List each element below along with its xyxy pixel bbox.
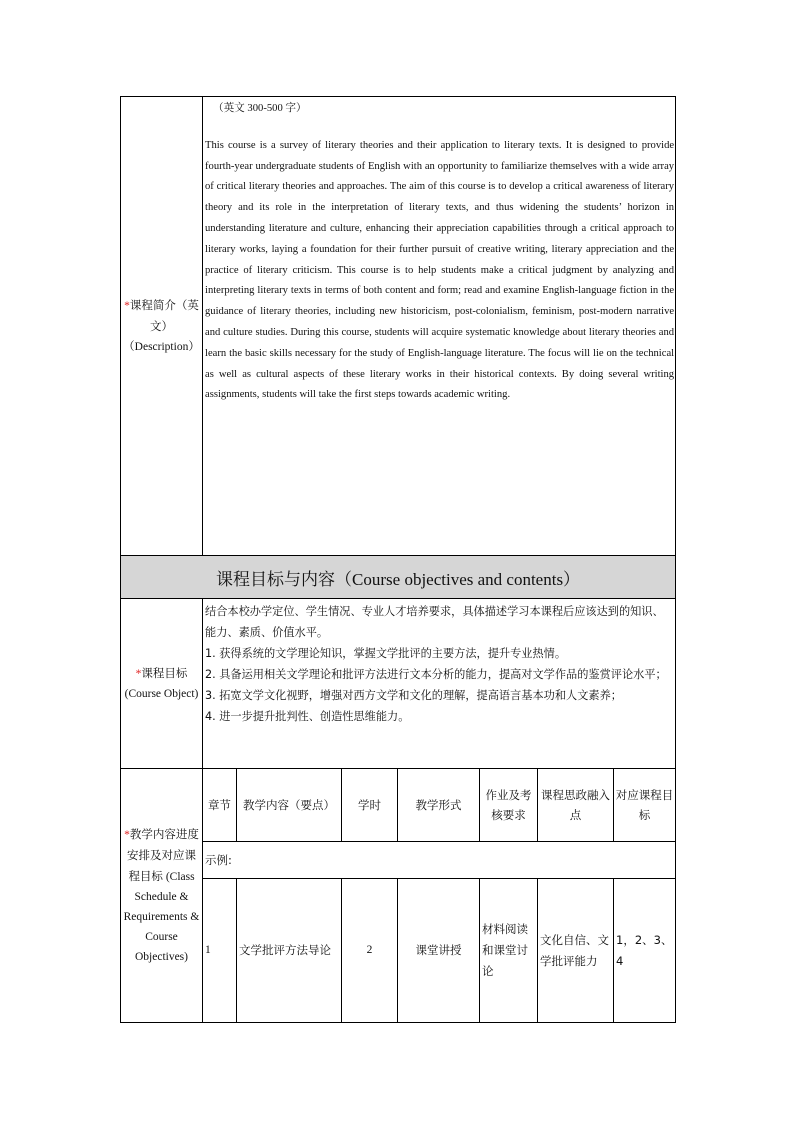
required-mark: * — [124, 829, 130, 841]
schedule-header-cell: 章节 — [203, 769, 237, 842]
schedule-example-row — [121, 842, 676, 879]
schedule-cell-ideology: 文化自信、文学批评能力 — [538, 879, 614, 1023]
schedule-example-label: 示例: — [203, 842, 676, 879]
schedule-label-cn: 教学内容进度安排及对应课程目标 — [127, 827, 199, 883]
required-mark: * — [135, 668, 142, 680]
schedule-cell-content: 文学批评方法导论 — [237, 879, 342, 1023]
objectives-label-en: (Course Object) — [124, 688, 199, 700]
schedule-label — [121, 769, 203, 1023]
objectives-label — [121, 599, 203, 769]
schedule-header-cell: 学时 — [342, 769, 398, 842]
schedule-header-cell: 对应课程目标 — [614, 769, 676, 842]
section-title: 课程目标与内容（Course objectives and contents） — [121, 556, 676, 599]
table-row — [121, 879, 676, 1023]
description-label-en: （Description） — [123, 341, 200, 353]
course-table — [120, 96, 676, 1023]
objective-item: 2. 具备运用相关文学理论和批评方法进行文本分析的能力，提高对文学作品的鉴赏评论水平； — [205, 668, 667, 681]
objectives-intro: 结合本校办学定位、学生情况、专业人才培养要求，具体描述学习本课程后应该达到的知识、能力、素质、价值水平。 — [205, 605, 664, 639]
description-row — [121, 97, 676, 556]
schedule-cell-assessment: 材料阅读和课堂讨论 — [480, 879, 538, 1023]
objective-item: 1. 获得系统的文学理论知识，掌握文学批评的主要方法，提升专业热情。 — [205, 647, 567, 660]
schedule-label-en: (Class Schedule & Requirements & Course Objectives) — [123, 871, 200, 963]
description-content — [203, 97, 676, 556]
section-row — [121, 556, 676, 599]
description-text: This course is a survey of literary theories and their application to literary texts. It is designed to provide fourth-year undergraduate students of English with an opportunity to familiarize themselves with a wide array of critical literary theories and approaches. The aim of this course is to develop a critical awareness of literary theory and its role in the interpretation of literary texts, and thus widening the students’ horizon in understanding literature and culture, enhancing their appreciation capabilities through a critical approach to literary works, laying a foundation for their further pursuit of creative writing, literary appreciation and the practice of literary criticism. This course is to help students make a critical judgment by analyzing and interpreting literary texts in terms of both content and form; read and examine English-language fiction in the guidance of literary theories, including new historicism, post-colonialism, feminism, post-modern narrative and culture studies. During this course, students will acquire systematic knowledge about literary theories and learn the basic skills necessary for the study of English-language literature. The focus will lie on the technical as well as cultural aspects of these literary works in their historical contexts. By doing several writing assignments, students will take the first steps towards academic writing. — [205, 139, 675, 401]
objectives-content — [203, 599, 676, 769]
schedule-cell-format: 课堂讲授 — [398, 879, 480, 1023]
objective-item: 4. 进一步提升批判性、创造性思维能力。 — [205, 710, 410, 723]
description-label — [121, 97, 203, 556]
schedule-header-cell: 课程思政融入点 — [538, 769, 614, 842]
course-form — [120, 96, 675, 1023]
objectives-label-cn: 课程目标 — [141, 666, 188, 680]
schedule-header-row — [121, 769, 676, 842]
objective-item: 3. 拓宽文学文化视野，增强对西方文学和文化的理解，提高语言基本功和人文素养； — [205, 689, 622, 702]
schedule-header-cell: 教学内容（要点） — [237, 769, 342, 842]
objectives-row — [121, 599, 676, 769]
description-label-cn: 课程简介（英文） — [129, 298, 199, 333]
schedule-header-cell: 教学形式 — [398, 769, 480, 842]
schedule-cell-objectives: 1，2、3、4 — [614, 879, 676, 1023]
schedule-header-cell: 作业及考核要求 — [480, 769, 538, 842]
schedule-cell-chapter: 1 — [203, 879, 237, 1023]
required-mark: * — [124, 300, 130, 312]
description-note: （英文 300-500 字） — [213, 103, 307, 114]
schedule-cell-hours: 2 — [342, 879, 398, 1023]
